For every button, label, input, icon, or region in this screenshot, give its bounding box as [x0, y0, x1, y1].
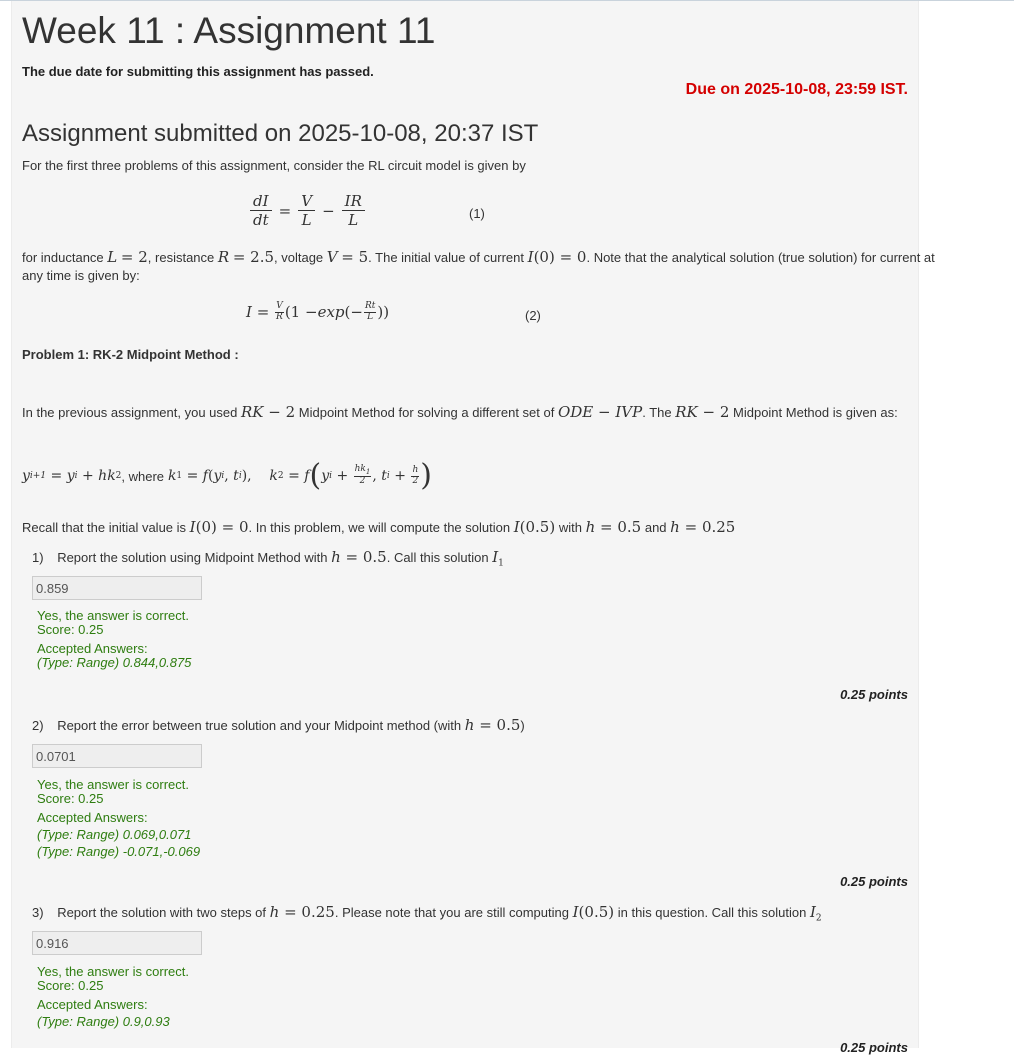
- feedback-1: [37, 609, 191, 670]
- equation-2: I = $\frac{V}{R}$ (1 − exp (− $\frac{Rt}{L}$ )): [246, 301, 390, 322]
- question-2: 2) Report the error between true solution and your Midpoint method (with h = 0.5): [32, 716, 525, 734]
- intro-text: For the first three problems of this assignment, consider the RL circuit model is given by: [22, 158, 526, 173]
- page-title: Week 11 : Assignment 11: [22, 10, 436, 51]
- feedback-score: Score: 0.25: [37, 978, 104, 993]
- answer-input-1[interactable]: [32, 576, 202, 600]
- problem-1-text: In the previous assignment, you used RK − 2 Midpoint Method for solving a different set of ODE − IVP. The RK − 2 Midpoint Method is given as:: [22, 403, 898, 421]
- feedback-status: Yes, the answer is correct.: [37, 964, 189, 979]
- problem-1-heading: Problem 1: RK-2 Midpoint Method :: [22, 347, 239, 362]
- question-3: 3) Report the solution with two steps of h = 0.25. Please note that you are still computing I(0.5) in this question. Call this solution $I_2$: [32, 903, 822, 924]
- question-1: 1) Report the solution using Midpoint Method with h = 0.5. Call this solution $I_1$: [32, 548, 504, 569]
- equation-1: $\frac{dI}{dt}$ = $\frac{V}{L}$ − $\frac{IR}{L}$: [248, 192, 367, 229]
- points-3: 0.25 points: [840, 1040, 908, 1055]
- accepted-label: Accepted Answers:: [37, 641, 148, 656]
- submission-status: Assignment submitted on 2025-10-08, 20:37 IST: [22, 120, 539, 147]
- answer-input-3[interactable]: [32, 931, 202, 955]
- params-text: for inductance L = 2, resistance R = 2.5, voltage V = 5. The initial value of current I(0) = 0. Note that the analytical solution (true solution) for current at: [22, 248, 935, 266]
- recall-text: Recall that the initial value is I(0) = 0. In this problem, we will compute the solution I(0.5) with h = 0.5 and h = 0.25: [22, 518, 736, 536]
- accepted-label: Accepted Answers:: [37, 810, 148, 825]
- feedback-status: Yes, the answer is correct.: [37, 777, 189, 792]
- feedback-score: Score: 0.25: [37, 791, 104, 806]
- accepted-answer: (Type: Range) 0.069,0.071: [37, 827, 192, 842]
- feedback-score: Score: 0.25: [37, 622, 104, 637]
- answer-input-2[interactable]: [32, 744, 202, 768]
- due-passed-notice: The due date for submitting this assignment has passed.: [22, 64, 374, 79]
- feedback-2: [37, 778, 200, 859]
- accepted-answer: (Type: Range) 0.9,0.93: [37, 1014, 170, 1029]
- accepted-answer: (Type: Range) 0.844,0.875: [37, 655, 192, 670]
- feedback-status: Yes, the answer is correct.: [37, 608, 189, 623]
- due-date: Due on 2025-10-08, 23:59 IST.: [685, 81, 908, 98]
- rk2-formula: y i+1 = y i + hk 2 , where k 1 = f ( y i , t i ), k 2 = f ( y i + $\frac{hk_1}{2}$ , t i + $\frac{h}{2}$ ): [22, 458, 432, 493]
- equation-1-number: (1): [469, 206, 485, 221]
- equation-2-number: (2): [525, 308, 541, 323]
- points-1: 0.25 points: [840, 687, 908, 702]
- params-text-2: any time is given by:: [22, 268, 140, 283]
- points-2: 0.25 points: [840, 874, 908, 889]
- accepted-label: Accepted Answers:: [37, 997, 148, 1012]
- accepted-answer: (Type: Range) -0.071,-0.069: [37, 844, 201, 859]
- feedback-3: [37, 965, 189, 1029]
